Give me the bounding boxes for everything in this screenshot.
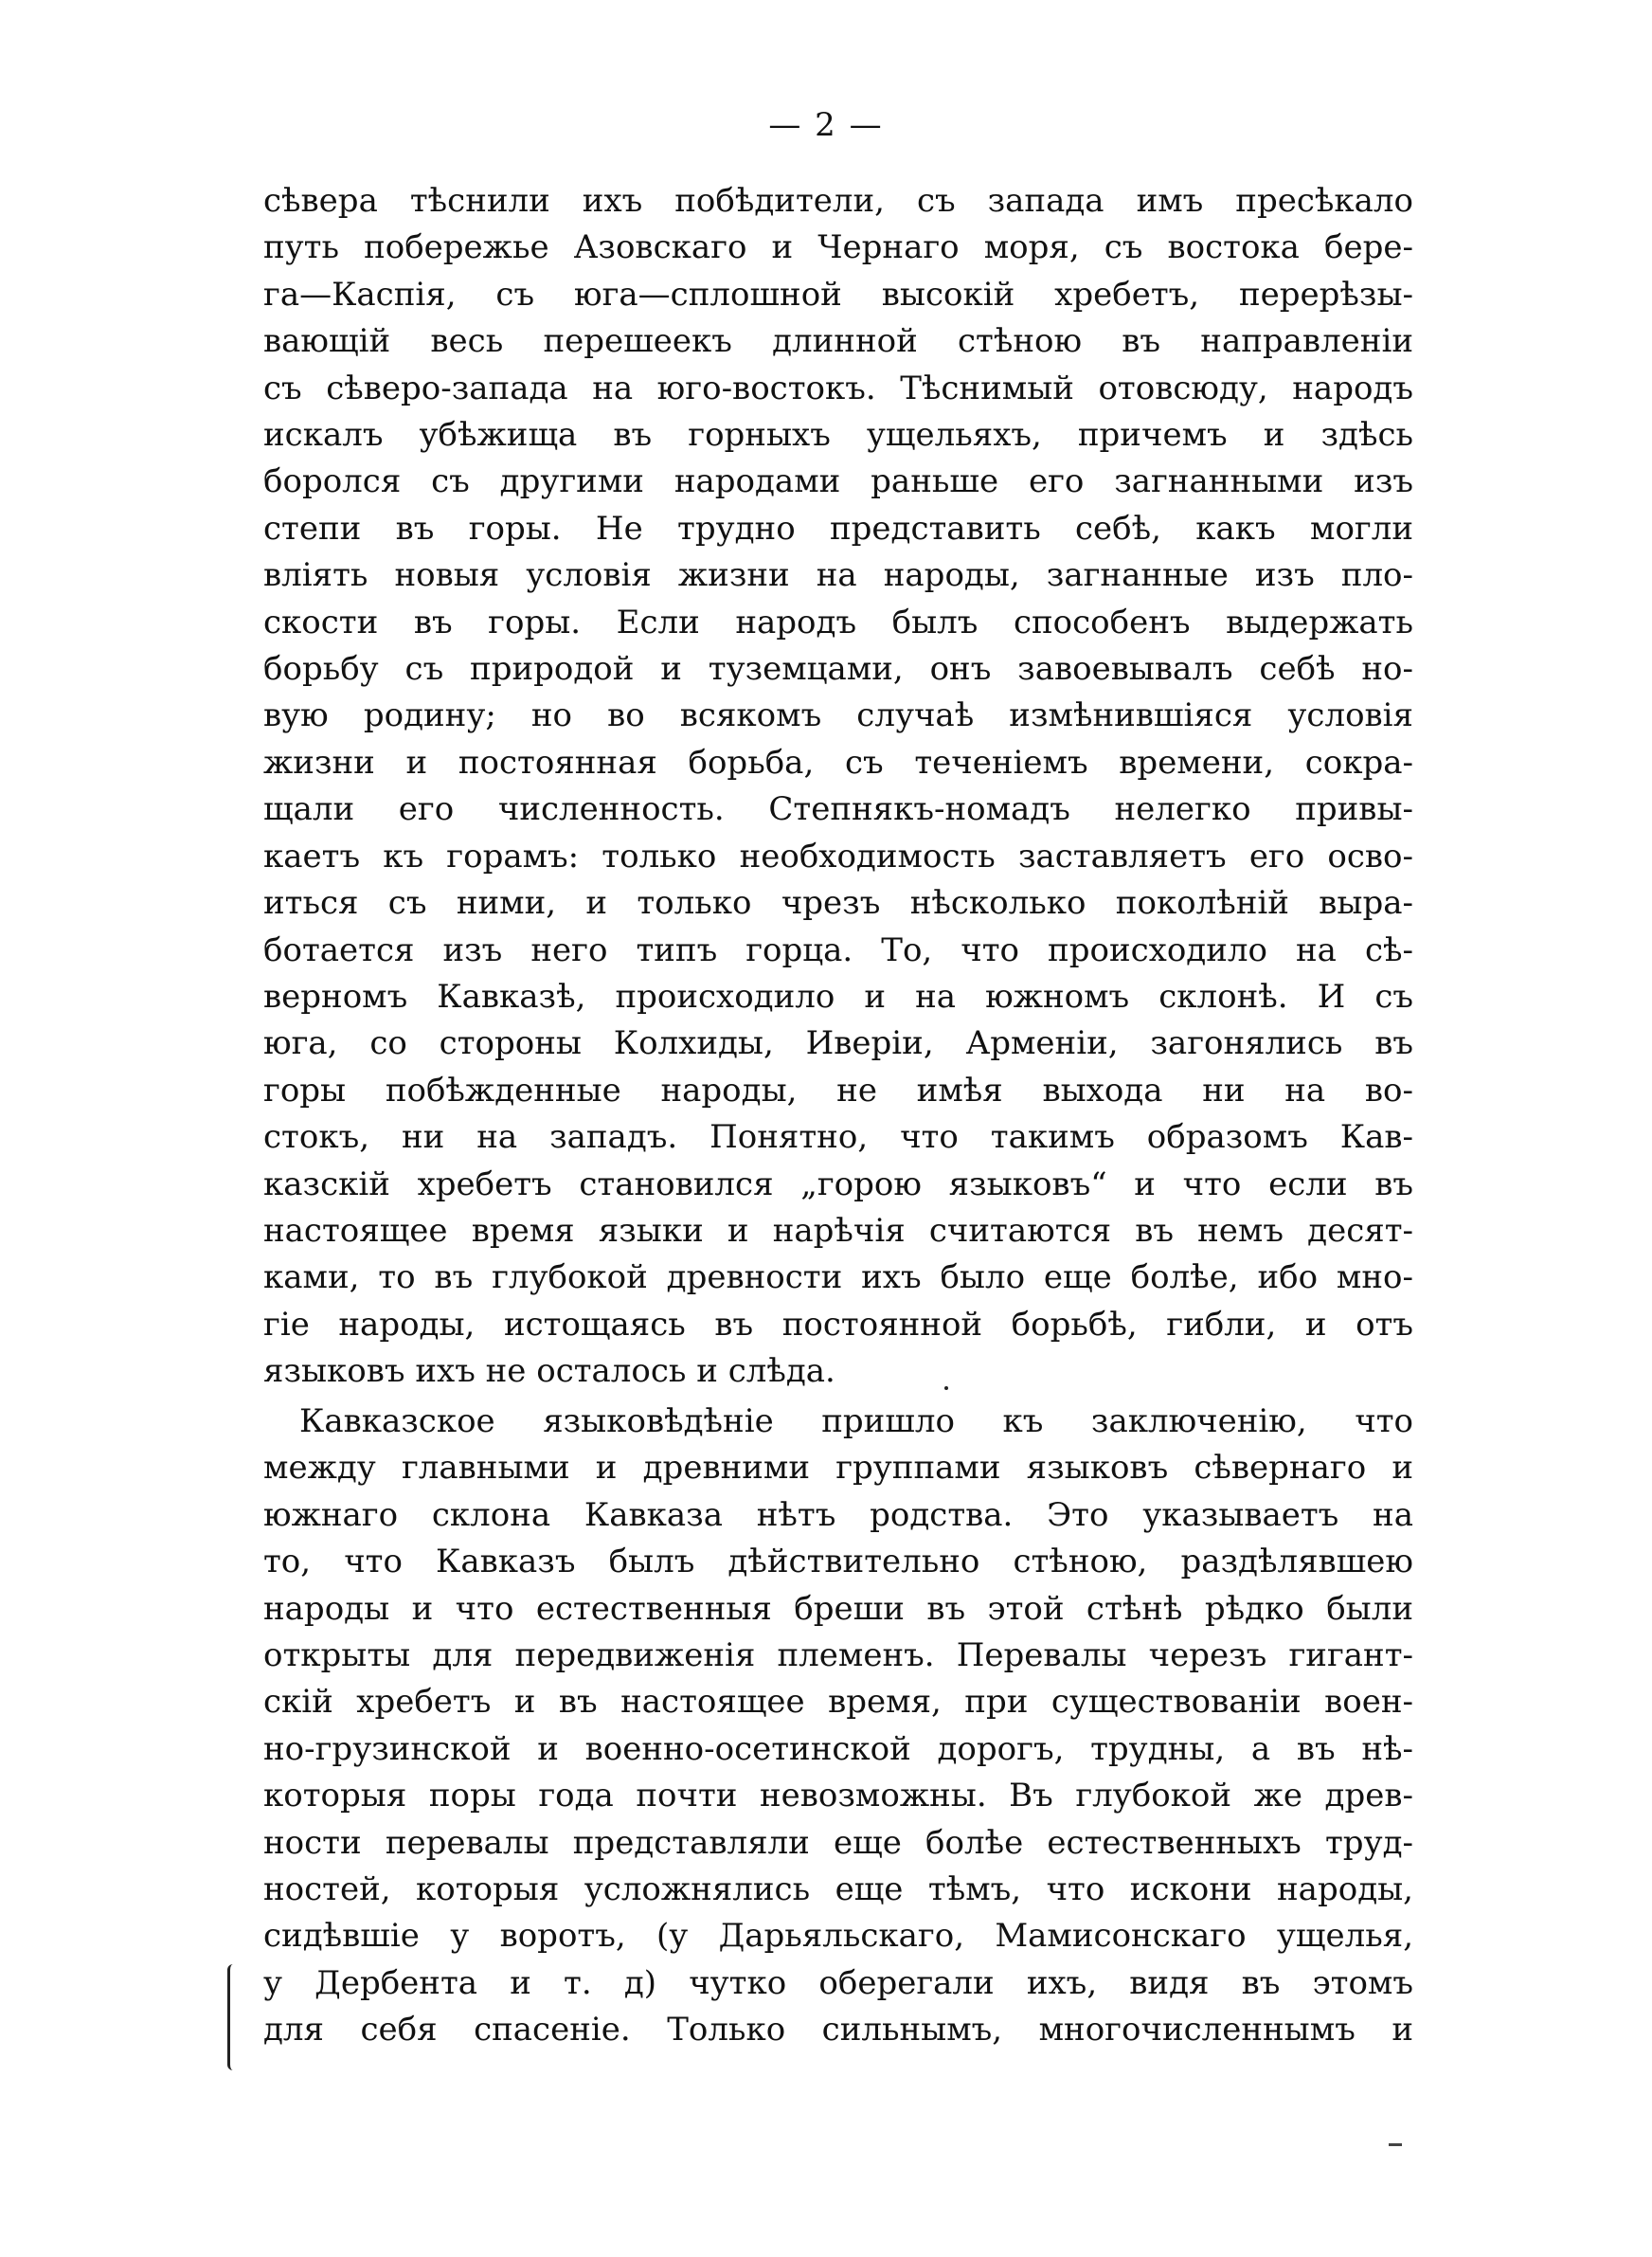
text-line: языковъ ихъ не осталось и слѣда. [263,1352,835,1391]
text-line: то, что Кавказъ былъ дѣйствительно стѣною, раздѣлявшею [263,1543,1413,1581]
text-line: иться съ ними, и только чрезъ нѣсколько поколѣній выра- [263,884,1413,923]
margin-bracket-mark [227,1964,240,2070]
text-line: ности перевалы представляли еще болѣе естественныхъ труд- [263,1823,1413,1862]
text-line: стокъ, ни на западъ. Понятно, что такимъ образомъ Кав- [263,1118,1413,1157]
text-line: искалъ убѣжища въ горныхъ ущельяхъ, причемъ и здѣсь [263,416,1413,455]
text-line: сѣвера тѣснили ихъ побѣдители, съ запада имъ пресѣкало [263,182,1413,220]
text-line: открыты для передвиженія племенъ. Перевалы черезъ гигант- [263,1636,1413,1675]
text-line: скости въ горы. Если народъ былъ способенъ выдержать [263,603,1413,641]
text-line: боролся съ другими народами раньше его загнанными изъ [263,462,1413,501]
text-line: гіе народы, истощаясь въ постоянной борьбѣ, гибли, и отъ [263,1305,1413,1344]
text-line: сидѣвшіе у воротъ, (у Дарьяльскаго, Мамисонскаго ущелья, [263,1917,1413,1956]
text-line: вліять новыя условія жизни на народы, загнанные изъ пло- [263,556,1413,595]
text-line: верномъ Кавказѣ, происходило и на южномъ склонѣ. И съ [263,977,1413,1016]
text-line: съ сѣверо-запада на юго-востокъ. Тѣснимый отовсюду, народъ [263,369,1413,407]
text-line: южнаго склона Кавказа нѣтъ родства. Это указываетъ на [263,1495,1413,1534]
paragraph-2 [263,1399,1413,2054]
text-line: народы и что естественныя бреши въ этой стѣнѣ рѣдко были [263,1589,1413,1628]
text-line: но-грузинской и военно-осетинской дорогъ, трудны, а въ нѣ- [263,1729,1413,1768]
text-line: щали его численность. Степнякъ-номадъ нелегко привы- [263,790,1413,829]
text-line: га—Каспія, съ юга—сплошной высокій хребетъ, перерѣзы- [263,275,1413,314]
text-line: у Дербента и т. д) чутко оберегали ихъ, видя въ этомъ [263,1963,1413,2002]
paragraph-1 [263,178,1413,1396]
text-line: настоящее время языки и нарѣчія считаются въ немъ десят- [263,1211,1413,1250]
text-line: путь побережье Азовскаго и Чернаго моря, съ востока бере- [263,228,1413,267]
text-line: скій хребетъ и въ настоящее время, при существованіи воен- [263,1683,1413,1722]
text-line: жизни и постоянная борьба, съ теченіемъ времени, сокра- [263,743,1413,782]
text-line: степи въ горы. Не трудно представить себѣ, какъ могли [263,509,1413,548]
text-line: вающій весь перешеекъ длинной стѣною въ направленіи [263,322,1413,361]
text-line: горы побѣжденные народы, не имѣя выхода ни на во- [263,1071,1413,1110]
text-line: которыя поры года почти невозможны. Въ глубокой же древ- [263,1777,1413,1815]
text-line: Кавказское языковѣдѣніе пришло къ заключенію, что [299,1402,1413,1440]
text-line: ностей, которыя усложнялись еще тѣмъ, что искони народы, [263,1870,1413,1909]
ink-mark [944,1386,948,1390]
text-line: ботается изъ него типъ горца. То, что происходило на сѣ- [263,930,1413,969]
text-line: между главными и древними группами языковъ сѣвернаго и [263,1449,1413,1488]
text-line: казскій хребетъ становился „горою языковъ“ и что если въ [263,1165,1413,1203]
text-line: для себя спасеніе. Только сильнымъ, многочисленнымъ и [263,2011,1413,2049]
text-line: ками, то въ глубокой древности ихъ было еще болѣе, ибо мно- [263,1258,1413,1297]
page-number: — 2 — [768,106,884,144]
ink-mark [1389,2143,1402,2146]
text-line: каетъ къ горамъ: только необходимость заставляетъ его осво- [263,837,1413,876]
text-line: борьбу съ природой и туземцами, онъ завоевывалъ себѣ но- [263,650,1413,689]
text-line: юга, со стороны Колхиды, Иверіи, Арменіи, загонялись въ [263,1024,1413,1063]
text-line: вую родину; но во всякомъ случаѣ измѣнившіяся условія [263,696,1413,735]
